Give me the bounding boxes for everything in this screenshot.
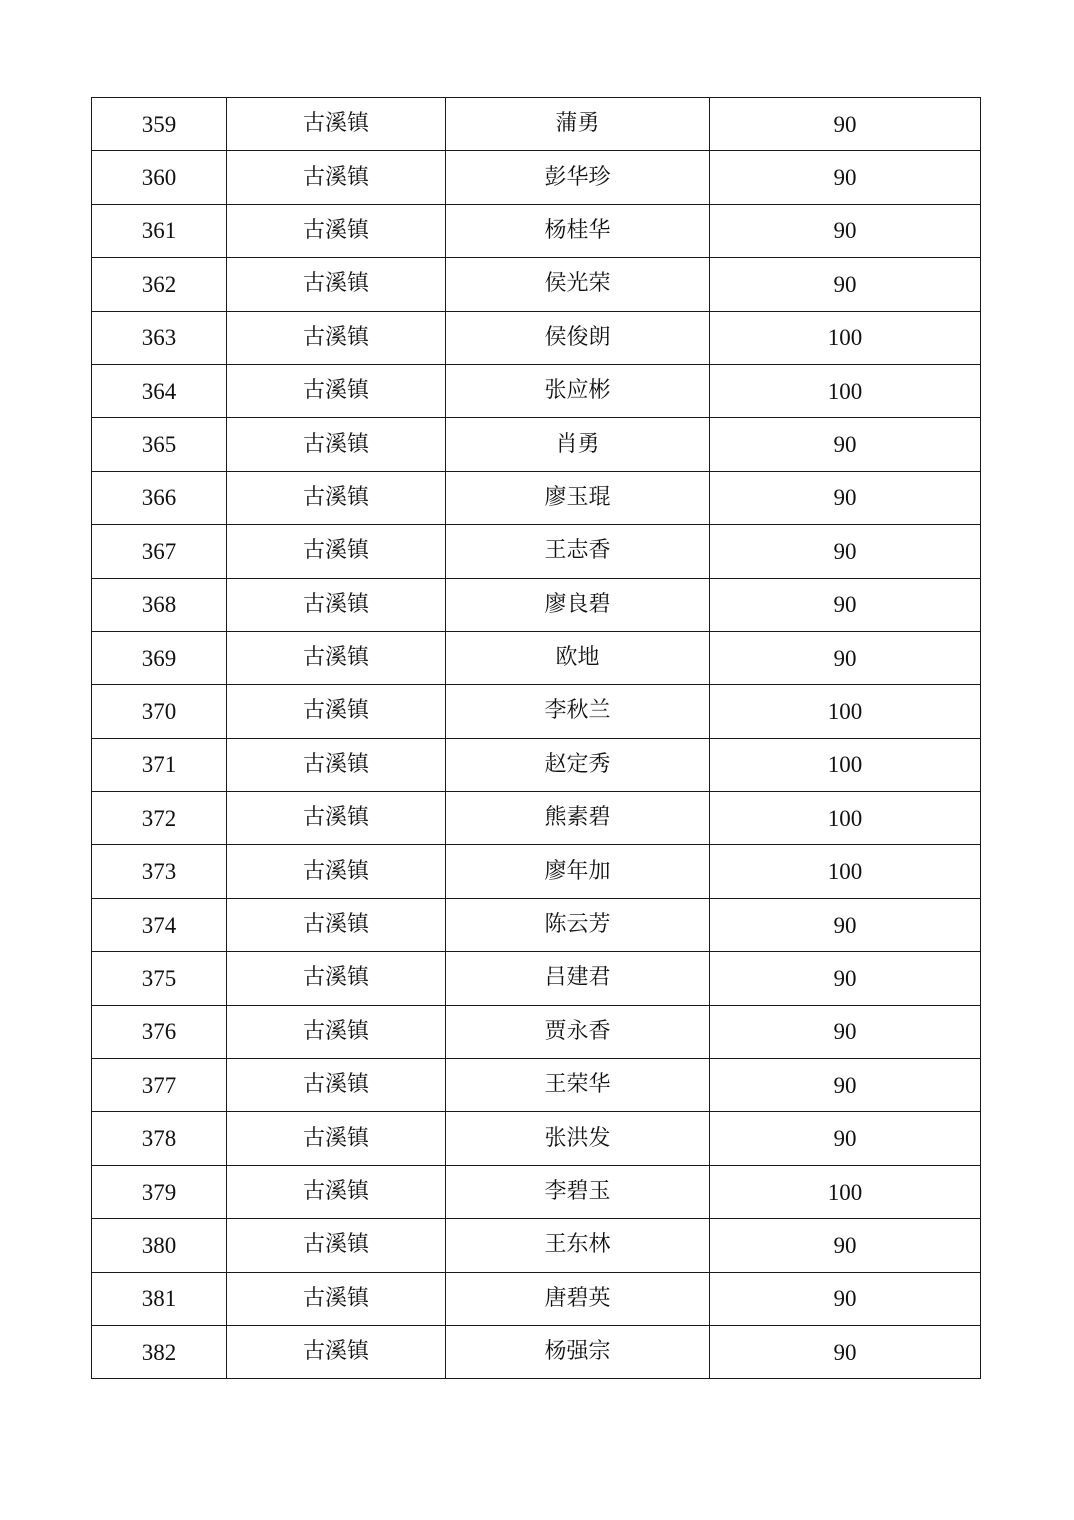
town-cell: 古溪镇 [227, 418, 446, 471]
score-cell: 90 [710, 418, 981, 471]
person-name-cell: 陈云芳 [446, 898, 710, 951]
town-cell: 古溪镇 [227, 1325, 446, 1378]
table-row [92, 792, 981, 845]
town-cell: 古溪镇 [227, 631, 446, 684]
table-row [92, 952, 981, 1005]
person-name-cell: 侯光荣 [446, 258, 710, 311]
town-cell: 古溪镇 [227, 845, 446, 898]
row-number-cell: 366 [92, 471, 227, 524]
town-cell: 古溪镇 [227, 898, 446, 951]
person-name-cell: 蒲勇 [446, 98, 710, 151]
score-cell: 90 [710, 1219, 981, 1272]
person-name-cell: 侯俊朗 [446, 311, 710, 364]
row-number-cell: 372 [92, 792, 227, 845]
table-row [92, 1165, 981, 1218]
person-name-cell: 张洪发 [446, 1112, 710, 1165]
person-name-cell: 李碧玉 [446, 1165, 710, 1218]
town-cell: 古溪镇 [227, 525, 446, 578]
score-cell: 90 [710, 1325, 981, 1378]
person-name-cell: 王东林 [446, 1219, 710, 1272]
row-number-cell: 362 [92, 258, 227, 311]
table-row [92, 631, 981, 684]
row-number-cell: 369 [92, 631, 227, 684]
town-cell: 古溪镇 [227, 1059, 446, 1112]
row-number-cell: 368 [92, 578, 227, 631]
row-number-cell: 377 [92, 1059, 227, 1112]
town-cell: 古溪镇 [227, 578, 446, 631]
score-cell: 100 [710, 311, 981, 364]
score-cell: 90 [710, 204, 981, 257]
score-cell: 90 [710, 952, 981, 1005]
town-cell: 古溪镇 [227, 471, 446, 524]
table-row [92, 898, 981, 951]
town-cell: 古溪镇 [227, 1272, 446, 1325]
score-cell: 100 [710, 845, 981, 898]
row-number-cell: 375 [92, 952, 227, 1005]
score-cell: 90 [710, 98, 981, 151]
row-number-cell: 371 [92, 738, 227, 791]
table-row [92, 418, 981, 471]
row-number-cell: 380 [92, 1219, 227, 1272]
score-cell: 90 [710, 151, 981, 204]
town-cell: 古溪镇 [227, 792, 446, 845]
score-cell: 100 [710, 1165, 981, 1218]
row-number-cell: 361 [92, 204, 227, 257]
person-name-cell: 肖勇 [446, 418, 710, 471]
score-cell: 90 [710, 578, 981, 631]
score-cell: 100 [710, 738, 981, 791]
score-cell: 90 [710, 258, 981, 311]
row-number-cell: 363 [92, 311, 227, 364]
town-cell: 古溪镇 [227, 98, 446, 151]
person-name-cell: 廖良碧 [446, 578, 710, 631]
table-row [92, 738, 981, 791]
table-row [92, 1219, 981, 1272]
row-number-cell: 374 [92, 898, 227, 951]
row-number-cell: 359 [92, 98, 227, 151]
person-name-cell: 熊素碧 [446, 792, 710, 845]
row-number-cell: 365 [92, 418, 227, 471]
table-row [92, 151, 981, 204]
town-cell: 古溪镇 [227, 952, 446, 1005]
town-cell: 古溪镇 [227, 1005, 446, 1058]
table-row [92, 578, 981, 631]
roster-table-body [92, 98, 981, 1379]
table-row [92, 1272, 981, 1325]
table-row [92, 685, 981, 738]
person-name-cell: 廖年加 [446, 845, 710, 898]
town-cell: 古溪镇 [227, 258, 446, 311]
town-cell: 古溪镇 [227, 311, 446, 364]
person-name-cell: 王志香 [446, 525, 710, 578]
town-cell: 古溪镇 [227, 738, 446, 791]
town-cell: 古溪镇 [227, 1165, 446, 1218]
table-row [92, 1059, 981, 1112]
table-row [92, 1005, 981, 1058]
table-row [92, 1112, 981, 1165]
row-number-cell: 367 [92, 525, 227, 578]
town-cell: 古溪镇 [227, 151, 446, 204]
table-row [92, 471, 981, 524]
town-cell: 古溪镇 [227, 204, 446, 257]
person-name-cell: 廖玉琨 [446, 471, 710, 524]
town-cell: 古溪镇 [227, 1112, 446, 1165]
table-row [92, 364, 981, 417]
person-name-cell: 杨强宗 [446, 1325, 710, 1378]
table-row [92, 845, 981, 898]
row-number-cell: 364 [92, 364, 227, 417]
score-cell: 90 [710, 525, 981, 578]
row-number-cell: 381 [92, 1272, 227, 1325]
person-name-cell: 李秋兰 [446, 685, 710, 738]
person-name-cell: 彭华珍 [446, 151, 710, 204]
town-cell: 古溪镇 [227, 364, 446, 417]
score-cell: 90 [710, 631, 981, 684]
table-row [92, 311, 981, 364]
score-cell: 90 [710, 1112, 981, 1165]
roster-table [91, 97, 981, 1379]
score-cell: 100 [710, 792, 981, 845]
score-cell: 100 [710, 685, 981, 738]
score-cell: 90 [710, 471, 981, 524]
table-row [92, 98, 981, 151]
row-number-cell: 376 [92, 1005, 227, 1058]
table-row [92, 204, 981, 257]
row-number-cell: 382 [92, 1325, 227, 1378]
person-name-cell: 王荣华 [446, 1059, 710, 1112]
score-cell: 90 [710, 1059, 981, 1112]
town-cell: 古溪镇 [227, 1219, 446, 1272]
person-name-cell: 贾永香 [446, 1005, 710, 1058]
score-cell: 90 [710, 898, 981, 951]
row-number-cell: 378 [92, 1112, 227, 1165]
row-number-cell: 373 [92, 845, 227, 898]
town-cell: 古溪镇 [227, 685, 446, 738]
person-name-cell: 吕建君 [446, 952, 710, 1005]
score-cell: 100 [710, 364, 981, 417]
person-name-cell: 张应彬 [446, 364, 710, 417]
row-number-cell: 379 [92, 1165, 227, 1218]
table-row [92, 525, 981, 578]
person-name-cell: 杨桂华 [446, 204, 710, 257]
table-row [92, 1325, 981, 1378]
score-cell: 90 [710, 1005, 981, 1058]
table-row [92, 258, 981, 311]
person-name-cell: 赵定秀 [446, 738, 710, 791]
person-name-cell: 欧地 [446, 631, 710, 684]
score-cell: 90 [710, 1272, 981, 1325]
row-number-cell: 370 [92, 685, 227, 738]
row-number-cell: 360 [92, 151, 227, 204]
person-name-cell: 唐碧英 [446, 1272, 710, 1325]
